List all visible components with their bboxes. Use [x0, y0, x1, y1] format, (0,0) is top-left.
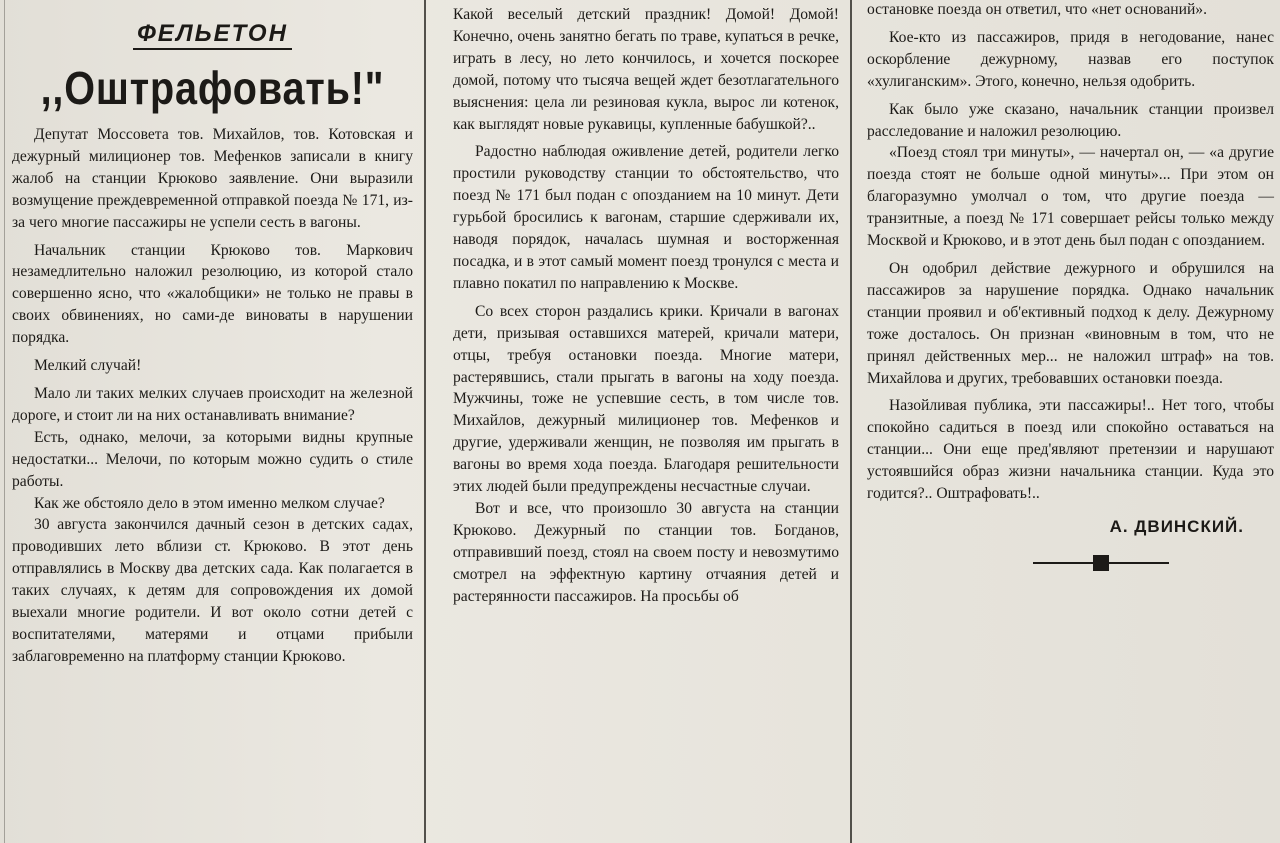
- ornament-line-left: [1033, 562, 1093, 564]
- paragraph: Депутат Моссовета тов. Михайлов, тов. Котовская и дежурный милиционер тов. Мефенков записали в книгу жалоб на станции Крюково заявление. Они выразили возмущение преждевременной отправкой поезда № 171, из-за чего многие пассажиры не успели сесть в вагоны.: [12, 126, 413, 231]
- paragraph: Как же обстояло дело в этом именно мелком случае?: [34, 494, 385, 512]
- paragraph: Мало ли таких мелких случаев происходит на железной дороге, и стоит ли на них останавливать внимание?: [12, 384, 413, 424]
- paragraph: Как было уже сказано, начальник станции произвел расследование и наложил резолюцию.: [867, 100, 1274, 140]
- paragraph: Начальник станции Крюково тов. Маркович незамедлительно наложил резолюцию, из которой стало совершенно ясно, что «жалобщики» не только не правы в своих обвинениях, но сами-де виноваты в нарушении порядка.: [12, 241, 413, 347]
- paragraph: Есть, однако, мелочи, за которыми видны крупные недостатки... Мелочи, по которым можно судить о стиле работы.: [12, 428, 413, 490]
- rubric-label: ФЕЛЬЕТОН: [133, 20, 292, 50]
- paragraph: Со всех сторон раздались крики. Кричали в вагонах дети, призывая оставшихся матерей, кричали матери, отцы, требуя остановки поезда. Многие матери, растерявшись, стали прыгать в вагоны на ходу поезда. Мужчины, тоже не успевшие сесть, в том числе тов. Михайлов, дежурный милиционер тов. Мефенков и другие, удерживали женщин, не позволяя им прыгать в вагоны во время хода поезда. Благодаря решительности этих людей были предупреждены несчастные случаи.: [453, 302, 839, 496]
- headline: ,,Оштрафовать!": [40, 62, 385, 114]
- paragraph: Кое-кто из пассажиров, придя в негодование, нанес оскорбление дежурному, назвав его поступок «хулиганским». Этого, конечно, нельзя одобрить.: [867, 28, 1274, 90]
- paragraph: Радостно наблюдая оживление детей, родители легко простили руководству станции то обстоятельство, что поезд № 171 был подан с опозданием на 10 минут. Дети гурьбой бросились к вагонам, старшие сдерживали их, наводя порядок, началась шумная и восторженная посадка, и в этот самый момент поезд тронулся с места и плавно покатил по направлению к Москве.: [453, 143, 839, 292]
- paragraph: Какой веселый детский праздник! Домой! Домой! Конечно, очень занятно бегать по траве, купаться в речке, играть в лесу, но лето кончилось, и хочется поскорее домой, потому что тысяча вещей ждет безотлагательного выяснения: цела ли резиновая кукла, вырос ли котенок, как выглядят новые рукавицы, купленные бабушкой?..: [453, 6, 839, 133]
- paragraph: остановке поезда он ответил, что «нет оснований».: [867, 1, 1207, 18]
- ornament-square: [1093, 555, 1109, 571]
- end-ornament: [867, 555, 1274, 571]
- author-signature: А. ДВИНСКИЙ.: [1109, 516, 1244, 536]
- column-1: [0, 0, 425, 843]
- column-3: [853, 0, 1280, 843]
- paragraph: Назойливая публика, эти пассажиры!.. Нет того, чтобы спокойно садиться в поезд или спокойно оставаться на станции... Они еще пред'являют претензии и нарушают устоявшийся образ жизни начальника станции. Куда это годится?.. Оштрафовать!..: [867, 397, 1274, 503]
- rubric: [12, 20, 413, 56]
- paragraph: 30 августа закончился дачный сезон в детских садах, проводивших лето вблизи ст. Крюково. В этот день отправлялись в Москву два детских сада. Как полагается в таких случаях, к детям для сопровождения их домой выехали многие родители. И вот около сотни детей с воспитателями, матерями и отцами прибыли заблаговременно на платформу станции Крюково.: [12, 516, 413, 665]
- paragraph: Он одобрил действие дежурного и обрушился на пассажиров за нарушение порядка. Однако начальник станции проявил и об'ективный подход к делу. Дежурному тоже досталось. Он признан «виновным в том, что не принял действенных мер... не наложил штраф» на тов. Михайлова и других, требовавших остановки поезда.: [867, 259, 1274, 387]
- ornament-line-right: [1109, 562, 1169, 564]
- paragraph: «Поезд стоял три минуты», — начертал он, — «а другие поезда стоят не больше одной минуты»... При этом он благоразумно умолчал о том, что другие поезда — транзитные, а поезд № 171 совершает рейсы только между Москвой и Крюково, и в этот день был подан с опозданием.: [867, 144, 1274, 250]
- paragraph: Мелкий случай!: [34, 357, 142, 375]
- column-2: [425, 0, 853, 843]
- paragraph: Вот и все, что произошло 30 августа на станции Крюково. Дежурный по станции тов. Богданов, отправивший поезд, стоял на своем посту и невозмутимо смотрел на эффектную картину отчаяния детей и растерянности пассажиров. На просьбы об: [453, 499, 839, 605]
